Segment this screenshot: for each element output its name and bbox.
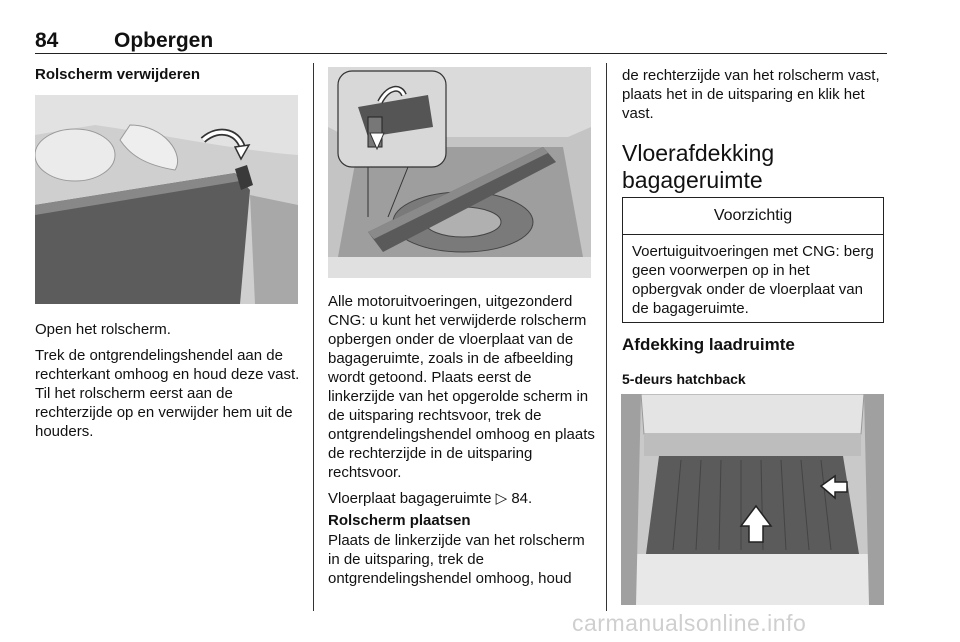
subheading-remove-cover: Rolscherm verwijderen [35, 66, 201, 83]
subheading-install-cover: Rolscherm plaatsen [328, 512, 471, 529]
right-continuation-block [622, 66, 888, 123]
header-rule [35, 53, 887, 54]
paragraph-open-cover: Open het rolscherm. [35, 321, 171, 338]
subsubheading-hatchback: 5-deurs hatchback [622, 371, 746, 387]
xref-page: 84. [511, 490, 533, 507]
paragraph-continuation: de rechterzijde van het rolscherm vast, plaats het in de uitsparing en klik het vast. [622, 67, 880, 122]
illustration-store-cover [328, 67, 591, 278]
middle-text-block [328, 292, 596, 508]
xref-arrow-icon: ▷ [495, 490, 508, 507]
paragraph-store-instructions: Alle motoruitvoeringen, uitgezonderd CNG: u kunt het verwijderde rolscherm opbergen onder de vloerplaat van de bagageruimte, zoals in de afbeelding wordt getoond. Plaats eerst de linkerzijde van het opgerolde scherm in de uitsparing rechtsvoor, trek de ontgrendelingshendel omhoog en plaats de rechterzijde in de uitsparing rechtsvoor. [328, 293, 595, 481]
caution-title: Voorzichtig [623, 198, 883, 235]
illustration-load-floor [621, 394, 884, 605]
column-divider-right [606, 63, 607, 611]
install-text-block [328, 531, 596, 588]
cross-reference[interactable] [328, 489, 596, 508]
caution-box [622, 197, 884, 323]
left-text-block [35, 320, 300, 441]
subheading-load-cover: Afdekking laadruimte [622, 335, 795, 354]
caution-text: Voertuiguitvoeringen met CNG: berg geen voorwerpen op in het opbergvak onder de vloerplaat van de bagageruimte. [632, 243, 874, 317]
illustration-remove-cover [35, 95, 298, 304]
xref-label: Vloerplaat bagageruimte [328, 490, 492, 507]
watermark: carmanualsonline.info [572, 610, 807, 636]
column-divider-left [313, 63, 314, 611]
paragraph-remove-steps: Trek de ontgrendelingshendel aan de rechterkant omhoog en houd deze vast. Til het rolscherm eerst aan de rechterzijde op en verwijder hem uit de houders. [35, 347, 300, 440]
paragraph-install-steps: Plaats de linkerzijde van het rolscherm in de uitsparing, trek de ontgrendelingshendel omhoog, houd [328, 532, 585, 587]
page-number: 84 [35, 29, 59, 52]
page-title: Opbergen [114, 29, 214, 52]
heading-floor-cover: Vloerafdekking bagageruimte [622, 140, 775, 193]
